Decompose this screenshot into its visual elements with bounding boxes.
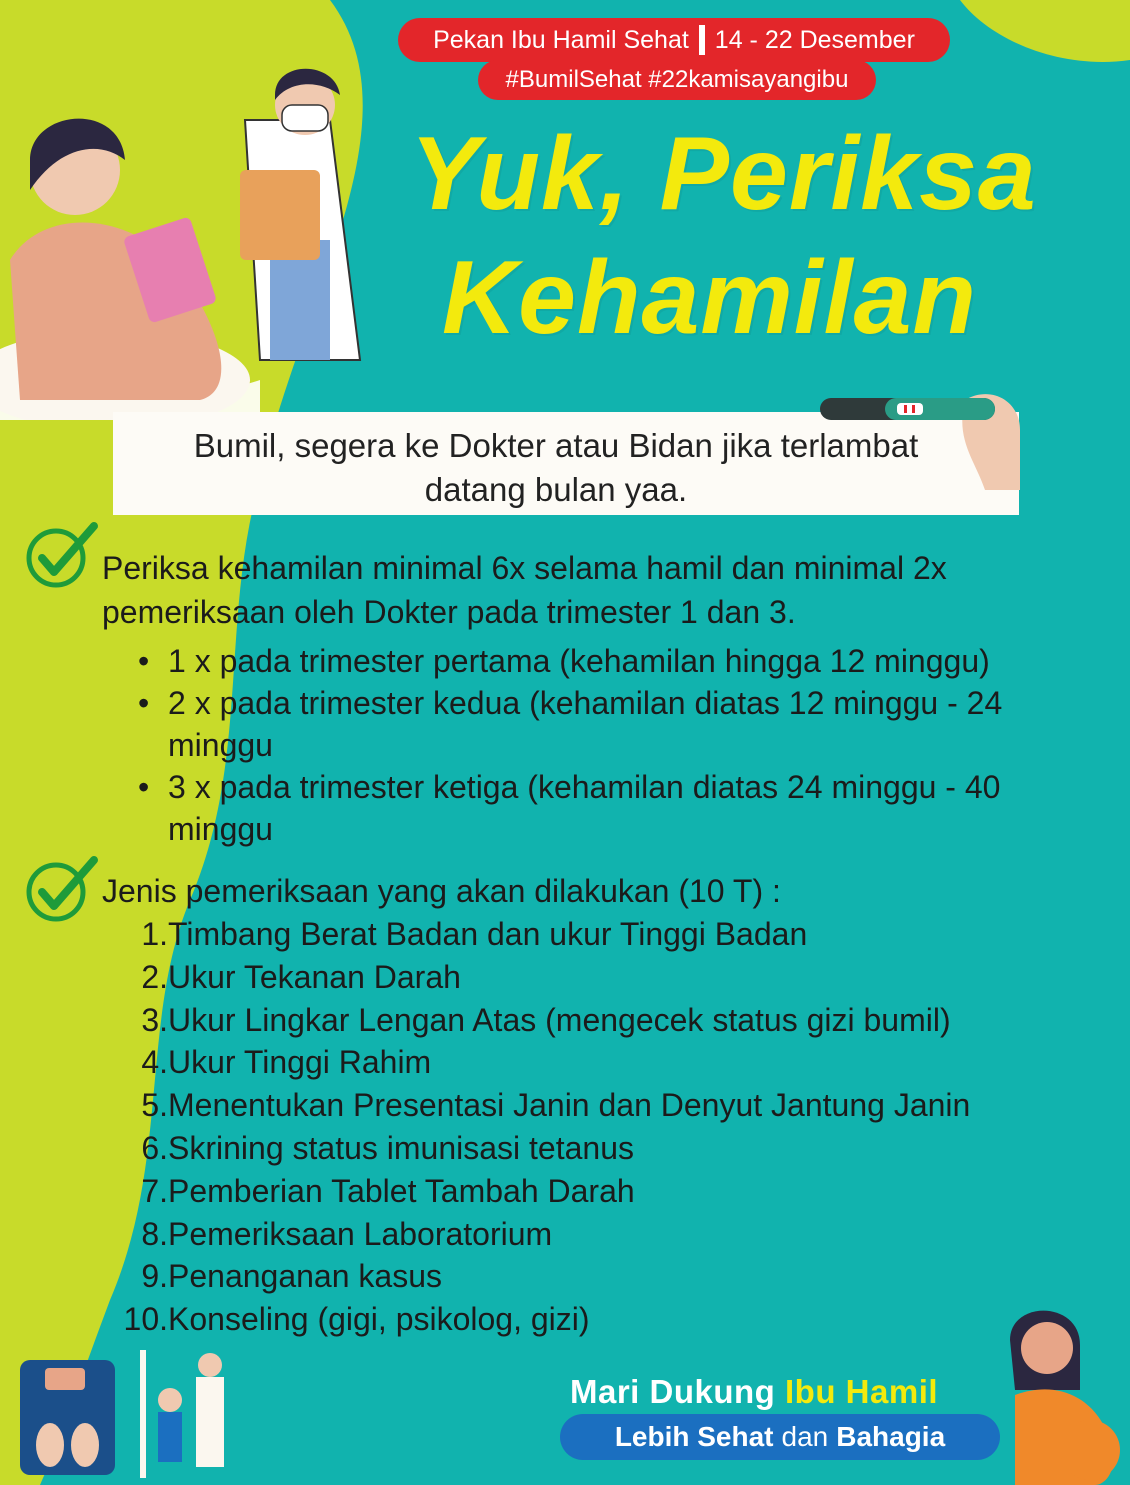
check-icon [22, 852, 100, 922]
title-line-1: Yuk, Periksa [410, 116, 1037, 232]
separator [699, 25, 705, 55]
list-item [138, 682, 1108, 766]
list-item-text: 1 x pada trimester pertama (kehamilan hingga 12 minggu) [168, 643, 990, 679]
scale-icon [10, 1340, 230, 1480]
list-item [118, 913, 1078, 956]
list-item-text: 2 x pada trimester kedua (kehamilan diatas 12 minggu - 24 minggu [168, 685, 1003, 763]
step-number: 9. [141, 1258, 168, 1295]
list-item [118, 1041, 1078, 1084]
footer-text: dan [781, 1421, 829, 1452]
title-line-2: Kehamilan [442, 240, 977, 356]
list-item-text: 3 x pada trimester ketiga (kehamilan diatas 24 minggu - 40 minggu [168, 769, 1001, 847]
check-icon [22, 518, 100, 588]
list-item [118, 1255, 1078, 1298]
list-item [118, 1170, 1078, 1213]
step-number: 4. [141, 1044, 168, 1081]
step-text: Skrining status imunisasi tetanus [168, 1129, 634, 1166]
bullet-dot: • [138, 685, 150, 721]
footer-text: Lebih Sehat [614, 1421, 774, 1452]
step-number: 8. [141, 1215, 168, 1252]
step-text: Timbang Berat Badan dan ukur Tinggi Badan [168, 916, 808, 952]
footer-text: Bahagia [836, 1421, 946, 1452]
step-number: 3. [141, 1001, 168, 1038]
footer-slogan-2 [560, 1414, 1000, 1460]
section-2-text: Jenis pemeriksaan yang akan dilakukan (10 T) : [102, 873, 781, 909]
list-item [138, 640, 1108, 682]
list-item [118, 1127, 1078, 1170]
step-number: 7. [141, 1172, 168, 1209]
event-name: Pekan Ibu Hamil Sehat [433, 25, 689, 54]
step-text: Pemberian Tablet Tambah Darah [168, 1172, 635, 1209]
list-item [138, 766, 1108, 850]
step-number: 5. [141, 1087, 168, 1124]
bullet-dot: • [138, 769, 150, 805]
event-dates: 14 - 22 Desember [714, 25, 915, 54]
step-text: Penanganan kasus [168, 1258, 442, 1295]
step-text: Ukur Lingkar Lengan Atas (mengecek status gizi bumil) [168, 1001, 951, 1038]
step-text: Pemeriksaan Laboratorium [168, 1215, 553, 1252]
section-1-text: Periksa kehamilan minimal 6x selama hamil dan minimal 2x pemeriksaan oleh Dokter pada trimester 1 dan 3. [102, 550, 947, 630]
list-item [118, 1298, 1078, 1341]
step-number: 2. [141, 958, 168, 995]
list-item [118, 1213, 1078, 1256]
footer-highlight: Ibu Hamil [785, 1373, 939, 1410]
step-number: 10. [123, 1301, 168, 1338]
notice-box: Bumil, segera ke Dokter atau Bidan jika terlambat datang bulan yaa. [113, 412, 1019, 515]
step-text: Menentukan Presentasi Janin dan Denyut Jantung Janin [168, 1087, 971, 1124]
footer-text: Mari Dukung [570, 1373, 776, 1410]
pregnant-woman-illustration [995, 1300, 1130, 1485]
step-number: 6. [141, 1129, 168, 1166]
exam-steps-list [118, 913, 1078, 1341]
step-text: Ukur Tekanan Darah [168, 958, 461, 995]
list-item [118, 999, 1078, 1042]
event-pill [398, 18, 950, 62]
step-number: 1. [141, 916, 168, 952]
doctor-patient-illustration [0, 60, 400, 420]
step-text: Ukur Tinggi Rahim [168, 1044, 432, 1081]
list-item [118, 956, 1078, 999]
pregnancy-test-icon [815, 380, 1025, 490]
trimester-list [138, 640, 1108, 850]
list-item [118, 1084, 1078, 1127]
bullet-dot: • [138, 643, 150, 679]
hashtags: #BumilSehat #22kamisayangibu [478, 60, 876, 100]
step-text: Konseling (gigi, psikolog, gizi) [168, 1301, 590, 1338]
footer-slogan-1 [570, 1373, 938, 1411]
